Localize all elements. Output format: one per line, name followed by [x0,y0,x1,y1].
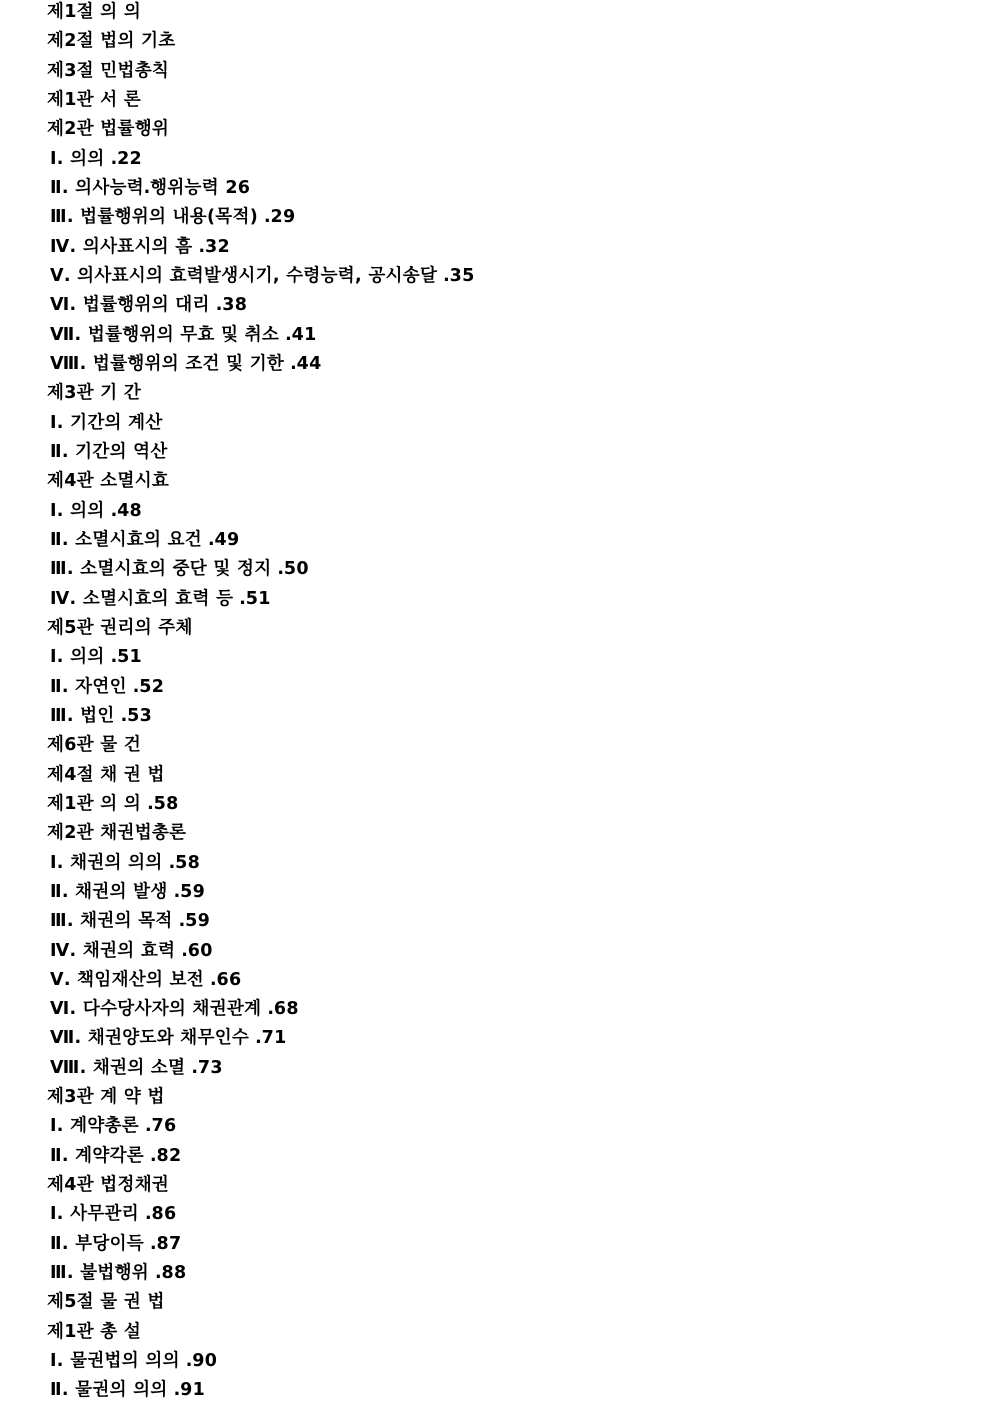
toc-item: Ⅶ. 법률행위의 무효 및 취소 ․41 [50,324,317,345]
toc-item: Ⅱ. 기간의 역산 [50,441,168,462]
toc-heading: 제3관 계 약 법 [47,1087,165,1108]
toc-heading: 제4관 소멸시효 [47,471,170,492]
toc-heading: 제6관 물 건 [47,735,142,756]
toc-heading: 제1관 서 론 [47,89,142,110]
toc-heading: 제5절 물 권 법 [47,1292,165,1313]
toc-heading: 제5관 권리의 주체 [47,617,193,638]
toc-item: Ⅲ. 법인 ․53 [50,705,153,726]
toc-item: Ⅰ. 채권의 의의 ․58 [50,852,201,873]
toc-item: Ⅴ. 책임재산의 보전 ․66 [50,969,242,990]
table-of-contents [47,0,977,1408]
toc-heading: 제2관 채권법총론 [47,823,187,844]
toc-item: Ⅱ. 소멸시효의 요건 ․49 [50,529,240,550]
toc-heading: 제4관 법정채권 [47,1175,170,1196]
toc-item: Ⅳ. 의사표시의 흠 ․32 [50,236,230,257]
toc-item: Ⅷ. 법률행위의 조건 및 기한 ․44 [50,353,322,374]
toc-item: Ⅶ. 채권양도와 채무인수 ․71 [50,1028,287,1049]
toc-item: Ⅲ. 불법행위 ․88 [50,1263,187,1284]
toc-item: Ⅲ. 소멸시효의 중단 및 정지 ․50 [50,559,309,580]
toc-item: Ⅵ. 법률행위의 대리 ․38 [50,295,248,316]
toc-item: Ⅰ. 의의 ․51 [50,647,143,668]
toc-item: Ⅰ. 사무관리 ․86 [50,1204,177,1225]
toc-item: Ⅲ. 법률행위의 내용(목적) ․29 [50,207,296,228]
toc-item: Ⅳ. 소멸시효의 효력 등 ․51 [50,588,271,609]
toc-item: Ⅴ. 의사표시의 효력발생시기, 수령능력, 공시송달 ․35 [50,265,475,286]
toc-item: Ⅰ. 물권법의 의의 ․90 [50,1351,218,1372]
toc-item: Ⅱ. 자연인 ․52 [50,676,165,697]
toc-item: Ⅰ. 의의 ․22 [50,148,143,169]
toc-item: Ⅰ. 계약총론 ․76 [50,1116,177,1137]
toc-heading: 제2절 법의 기초 [47,31,176,52]
toc-item: Ⅱ. 의사능력․행위능력 26 [50,177,251,198]
toc-item: Ⅱ. 계약각론 ․82 [50,1145,182,1166]
toc-item: Ⅰ. 의의 ․48 [50,500,143,521]
toc-heading: 제1절 의 의 [47,2,142,22]
toc-heading: 제2관 법률행위 [47,119,170,140]
toc-item: Ⅲ. 채권의 목적 ․59 [50,911,211,932]
toc-item: Ⅱ. 채권의 발생 ․59 [50,881,206,902]
toc-heading: 제3관 기 간 [47,383,142,404]
toc-heading: 제1관 총 설 [47,1321,142,1342]
toc-heading: 제3절 민법총칙 [47,60,170,81]
toc-item: Ⅵ. 다수당사자의 채권관계 ․68 [50,999,299,1020]
toc-item: Ⅰ. 기간의 계산 [50,412,163,433]
toc-item: Ⅱ. 부당이득 ․87 [50,1233,182,1254]
toc-item: Ⅳ. 채권의 효력 ․60 [50,940,213,961]
toc-item: Ⅱ. 물권의 의의 ․91 [50,1380,206,1401]
toc-item: Ⅷ. 채권의 소멸 ․73 [50,1057,223,1078]
toc-heading: 제1관 의 의 ․58 [47,793,179,814]
toc-heading: 제4절 채 권 법 [47,764,165,785]
